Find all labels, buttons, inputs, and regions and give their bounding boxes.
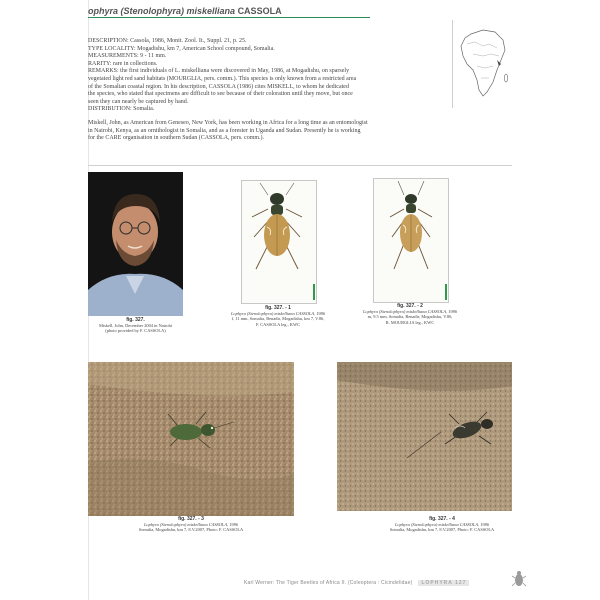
scale-bar — [313, 284, 315, 300]
page-footer — [244, 578, 512, 588]
caption-fig-327 — [88, 318, 183, 334]
caption-line: Lophyra (Stenolophyra) miskelliana CASSOLA, 1986 — [230, 311, 326, 317]
caption-fig-327-4 — [372, 517, 512, 533]
caption-fig-327-3 — [110, 517, 272, 533]
caption-line: F. CASSOLA leg., KWC — [255, 321, 301, 327]
caption-number: fig. 327. - 4 — [429, 516, 455, 522]
caption-line: f, 11 mm, Somalia, Benadir, Mogadishu, km 7, V.86, — [231, 316, 325, 322]
habitat-photo-3 — [88, 362, 294, 516]
genus-tab-label: LOPHYRA — [421, 580, 453, 586]
caption-number: fig. 327. - 3 — [178, 516, 204, 522]
caption-line: R. MOURGLIA leg., KWC — [385, 319, 435, 325]
remarks-line-3: of the Somalian coastal region. In his description, CASSOLA (1986) cites MISKELL, to whom he dedicated — [88, 83, 349, 90]
miskell-line-1: Miskell, John, as American from Geneseo, New York, has been working in Africa for a long time as an entomologist — [88, 119, 368, 126]
caption-line: m, 9.5 mm, Somalia, Benadir, Mogadishu, V.86, — [367, 314, 453, 320]
distribution-line: DISTRIBUTION: Somalia. — [88, 106, 155, 113]
caption-line: Lophyra (Stenolophyra) miskelliana CASSOLA, 1986 — [362, 309, 458, 315]
tiger-beetle-logo-icon — [512, 570, 526, 588]
caption-line: Somalia, Mogadishu, km 7, 8.V.2007, Photo: F. CASSOLA — [138, 527, 244, 533]
remarks-line-2: vegetated light red sand habitats (MOURGLIA, pers. comm.). This species is only known from a restricted area — [88, 75, 357, 82]
remarks-line-1: REMARKS: the first individuals of L. miskelliana were discovered in May, 1986, at Mogadishu, on sparsely — [88, 68, 350, 75]
remarks-line-4: the species, who stated that specimens are difficult to see because of their coloration until they move, but once — [88, 91, 353, 98]
caption-number: fig. 327. - 2 — [397, 303, 423, 309]
rarity-line: RARITY: rare in collections. — [88, 60, 158, 67]
species-text — [88, 38, 450, 143]
section-divider — [88, 165, 512, 166]
genus-tab — [418, 580, 469, 586]
description-line: DESCRIPTION: Cassola, 1986, Monit. Zool. It., Suppl. 21, p. 25. — [88, 38, 247, 44]
running-title: Karl Werner: The Tiger Beetles of Africa II. (Coleoptera : Cicindelidae) — [244, 580, 413, 586]
specimen-photo-male — [373, 178, 449, 303]
caption-fig-327-2 — [352, 304, 468, 325]
remarks-line-5: seen they can nearly be captured by hand. — [88, 98, 189, 105]
africa-distribution-map — [452, 20, 513, 108]
caption-number: fig. 327. - 1 — [265, 305, 291, 311]
caption-line: (photo provided by F. CASSOLA) — [105, 328, 166, 334]
caption-line: Somalia, Mogadishu, km 7, 8.V.2007, Photo: F. CASSOLA — [389, 527, 495, 533]
portrait-photo — [88, 172, 183, 316]
caption-line: Miskell, John, December 2004 in Nairobi — [98, 323, 173, 329]
specimen-photo-female — [241, 180, 317, 304]
habitat-photo-4 — [337, 362, 512, 511]
caption-number: fig. 327. — [126, 317, 145, 323]
type-locality-line: TYPE LOCALITY: Mogadishu, km 7, American School compound, Somalia. — [88, 45, 275, 52]
species-title: ophyra (Stenolophyra) miskelliana — [88, 6, 236, 16]
caption-line: Lophyra (Stenolophyra) miskelliana CASSOLA, 1986 — [143, 522, 239, 528]
page-number-fragment: 127 — [455, 580, 467, 586]
miskell-line-3: for the CARE organisation in southern Sudan (CASSOLA, pers. comm.). — [88, 135, 265, 142]
measurements-line: MEASUREMENTS: 9 - 11 mm. — [88, 53, 167, 60]
scale-bar — [445, 284, 447, 300]
africa-map-icon — [453, 20, 513, 108]
caption-fig-327-1 — [220, 306, 336, 327]
species-author: CASSOLA — [237, 6, 282, 16]
species-header — [88, 6, 370, 18]
miskell-line-2: in Nairobi, Kenya, as an ornithologist in Somalia, and as a forester in Uganda and Sudan. Presently he is working — [88, 127, 361, 134]
caption-line: Lophyra (Stenolophyra) miskelliana CASSOLA, 1986 — [394, 522, 490, 528]
